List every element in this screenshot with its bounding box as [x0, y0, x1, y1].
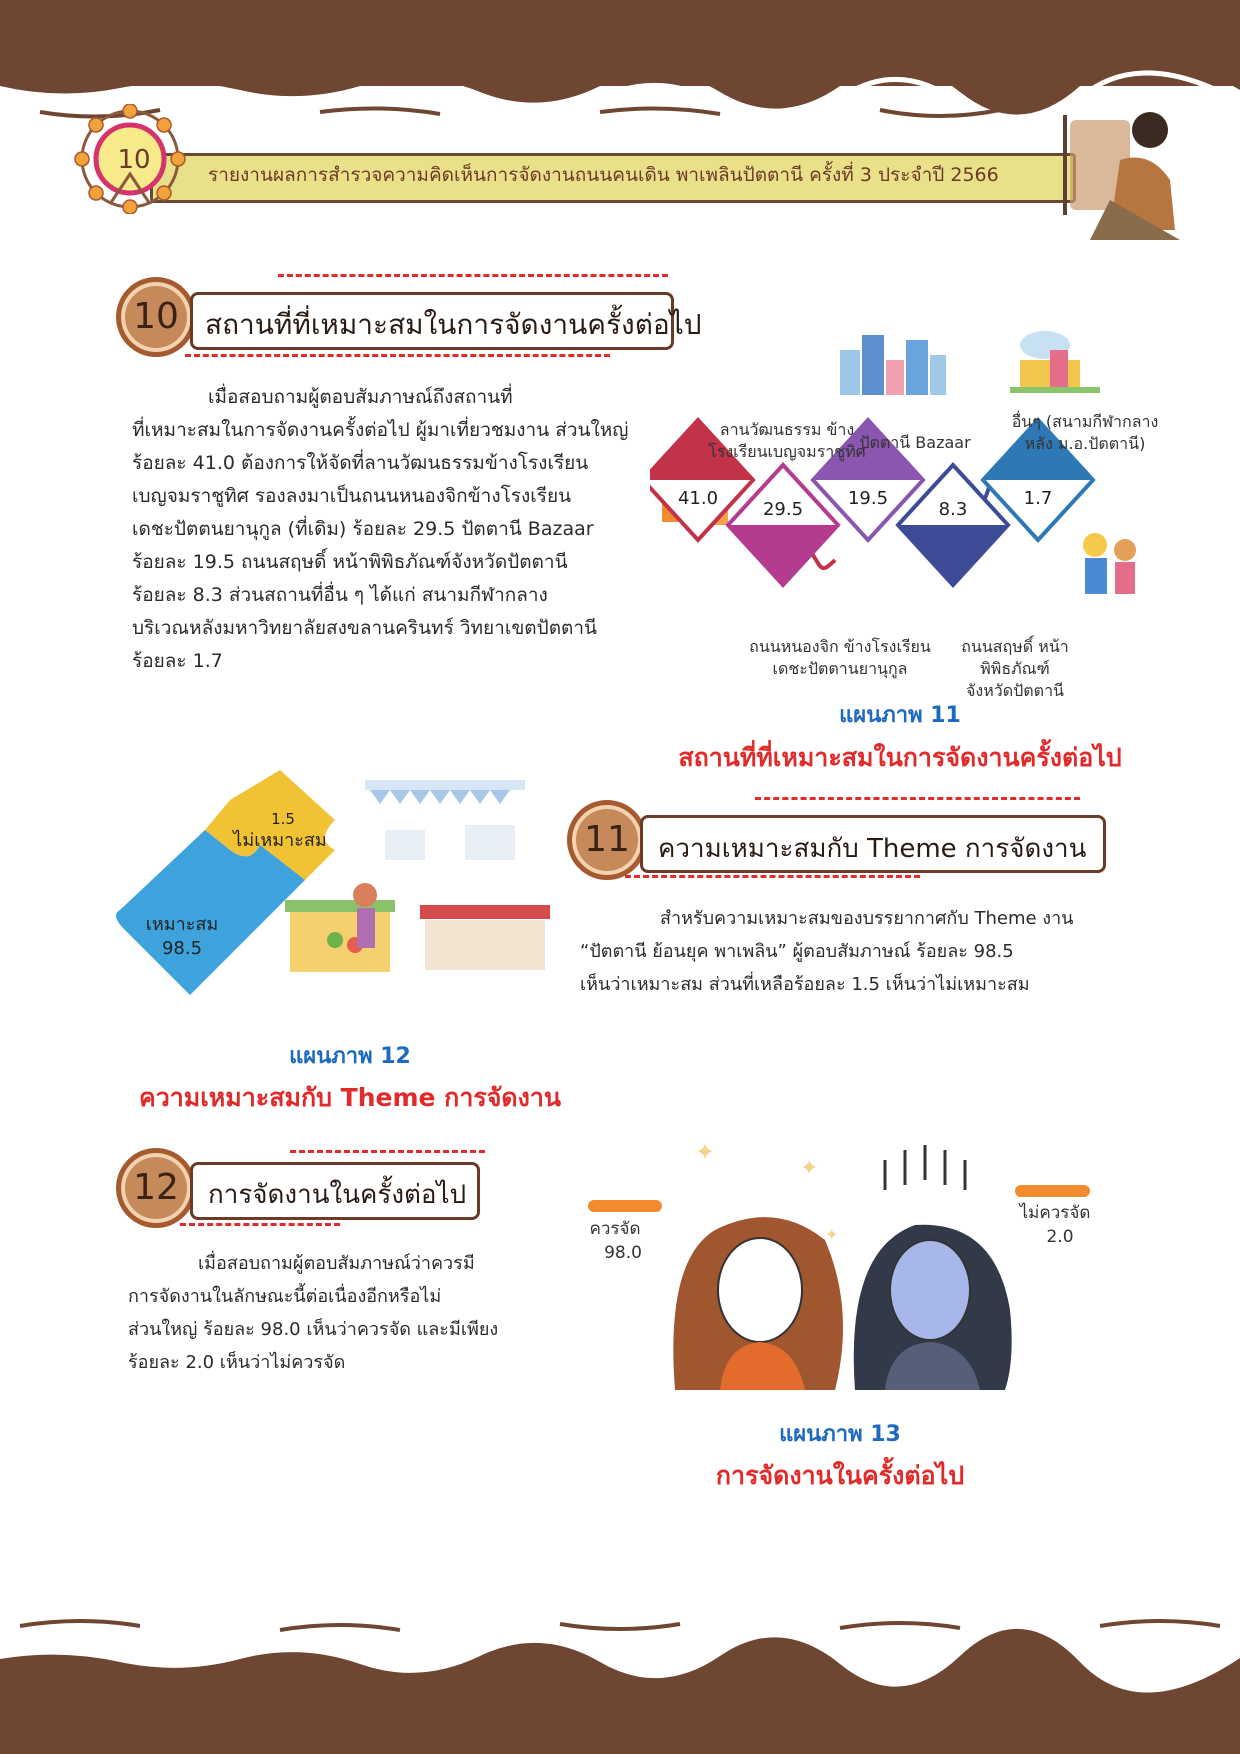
section11-paragraph	[580, 902, 1100, 1001]
page-number: 10	[117, 145, 151, 175]
chart-bar	[728, 525, 838, 585]
paragraph-line: ส่วนใหญ่ ร้อยละ 98.0 เห็นว่าควรจัด และมีเพียง	[128, 1319, 499, 1340]
location-infographic	[650, 310, 1170, 690]
paragraph-line: ร้อยละ 1.7	[132, 650, 223, 672]
playground-illustration	[1010, 331, 1100, 390]
paragraph-line: เมื่อสอบถามผู้ตอบสัมภาษณ์ถึงสถานที่	[208, 386, 513, 408]
figure-number: แผนภาพ 13	[779, 1422, 901, 1447]
chart-value-label: 41.0	[677, 488, 719, 509]
figure-number: แผนภาพ 11	[839, 703, 961, 728]
svg-text:✦: ✦	[695, 1138, 716, 1166]
chart-label: ลานวัฒนธรรม ข้าง โรงเรียนเบญจมราชูทิศ	[708, 420, 866, 461]
puzzle-label: เหมาะสม	[145, 914, 219, 935]
figure-number: แผนภาพ 12	[289, 1044, 411, 1069]
bottom-decorative-band	[0, 1604, 1240, 1754]
section-number: 10	[133, 296, 179, 337]
orange-bar	[588, 1200, 662, 1212]
women-illustration	[665, 1130, 1025, 1390]
dashed-line	[755, 797, 1080, 800]
dashed-line	[185, 354, 610, 357]
paragraph-line: ร้อยละ 2.0 เห็นว่าไม่ควรจัด	[128, 1352, 346, 1373]
paragraph-line: การจัดงานในลักษณะนี้ต่อเนื่องอีกหรือไม่	[128, 1286, 442, 1307]
chart-value-label: 29.5	[762, 499, 804, 520]
section-title: การจัดงานในครั้งต่อไป	[208, 1180, 467, 1210]
figure-title: ความเหมาะสมกับ Theme การจัดงาน	[138, 1083, 562, 1112]
section-title: สถานที่ที่เหมาะสมในการจัดงานครั้งต่อไป	[205, 308, 702, 341]
weaver-illustration	[1050, 100, 1190, 240]
paragraph-line: เดชะปัตตนยานุกูล (ที่เดิม) ร้อยละ 29.5 ปัตตานี Bazaar	[132, 518, 594, 540]
svg-text:✦: ✦	[800, 1156, 819, 1181]
report-title: รายงานผลการสำรวจความคิดเห็นการจัดงานถนนคนเดิน พาเพลินปัตตานี ครั้งที่ 3 ประจำปี 2566	[208, 164, 999, 186]
dashed-line	[290, 1150, 485, 1153]
city-illustration	[840, 335, 946, 395]
dashed-line	[278, 274, 668, 277]
chart-label: อื่นๆ (สนามกีฬากลาง หลัง ม.อ.ปัตตานี)	[1011, 412, 1159, 453]
paragraph-line: เห็นว่าเหมาะสม ส่วนที่เหลือร้อยละ 1.5 เห็นว่าไม่เหมาะสม	[580, 974, 1030, 995]
section-number: 11	[584, 819, 630, 860]
right-value: 2.0	[1046, 1227, 1074, 1247]
figure-title: สถานที่ที่เหมาะสมในการจัดงานครั้งต่อไป	[678, 743, 1122, 772]
paragraph-line: “ปัตตานี ย้อนยุค พาเพลิน” ผู้ตอบสัมภาษณ์ ร้อยละ 98.5	[580, 941, 1014, 962]
section10-paragraph	[132, 381, 652, 678]
chart-value-label: 8.3	[938, 499, 968, 520]
paragraph-line: สำหรับความเหมาะสมของบรรยากาศกับ Theme งาน	[660, 908, 1074, 929]
chart-label: ปัตตานี Bazaar	[859, 433, 971, 452]
dashed-line	[180, 1223, 340, 1226]
puzzle-value: 1.5	[271, 810, 295, 828]
paragraph-line: บริเวณหลังมหาวิทยาลัยสงขลานครินทร์ วิทยาเขตปัตตานี	[132, 617, 598, 639]
chart-label: ถนนหนองจิก ข้างโรงเรียน เดชะปัตตานยานุกูล	[749, 637, 931, 678]
right-label: ไม่ควรจัด	[1019, 1203, 1091, 1223]
puzzle-label: ไม่เหมาะสม	[233, 830, 327, 851]
chart-value-label: 1.7	[1023, 488, 1053, 509]
dashed-line	[625, 875, 920, 878]
paragraph-line: ร้อยละ 8.3 ส่วนสถานที่อื่น ๆ ได้แก่ สนามกีฬากลาง	[132, 584, 548, 606]
paragraph-line: ที่เหมาะสมในการจัดงานครั้งต่อไป ผู้มาเที่ยวชมงาน ส่วนใหญ่	[132, 419, 629, 441]
left-value: 98.0	[604, 1243, 642, 1263]
section12-paragraph	[128, 1247, 568, 1379]
left-label: ควรจัด	[589, 1219, 641, 1239]
chart-label: ถนนสฤษดิ์ หน้าพิพิธภัณฑ์ จังหวัดปัตตานี	[961, 637, 1069, 700]
chart-bar	[898, 525, 1008, 585]
market-illustration	[275, 770, 565, 1000]
paragraph-line: ร้อยละ 19.5 ถนนสฤษดิ์ หน้าพิพิธภัณฑ์จังหวัดปัตตานี	[132, 551, 568, 573]
figure-title: การจัดงานในครั้งต่อไป	[715, 1461, 965, 1490]
paragraph-line: ร้อยละ 41.0 ต้องการให้จัดที่ลานวัฒนธรรมข้างโรงเรียน	[132, 452, 589, 474]
section-title: ความเหมาะสมกับ Theme การจัดงาน	[658, 834, 1087, 864]
paragraph-line: เบญจมราชูทิศ รองลงมาเป็นถนนหนองจิกข้างโรงเรียน	[132, 485, 572, 507]
puzzle-value: 98.5	[161, 938, 203, 959]
svg-text:✦: ✦	[825, 1225, 839, 1244]
orange-bar	[1015, 1185, 1090, 1197]
section-number: 12	[133, 1167, 179, 1208]
paragraph-line: เมื่อสอบถามผู้ตอบสัมภาษณ์ว่าควรมี	[198, 1253, 475, 1274]
chart-value-label: 19.5	[847, 488, 889, 509]
